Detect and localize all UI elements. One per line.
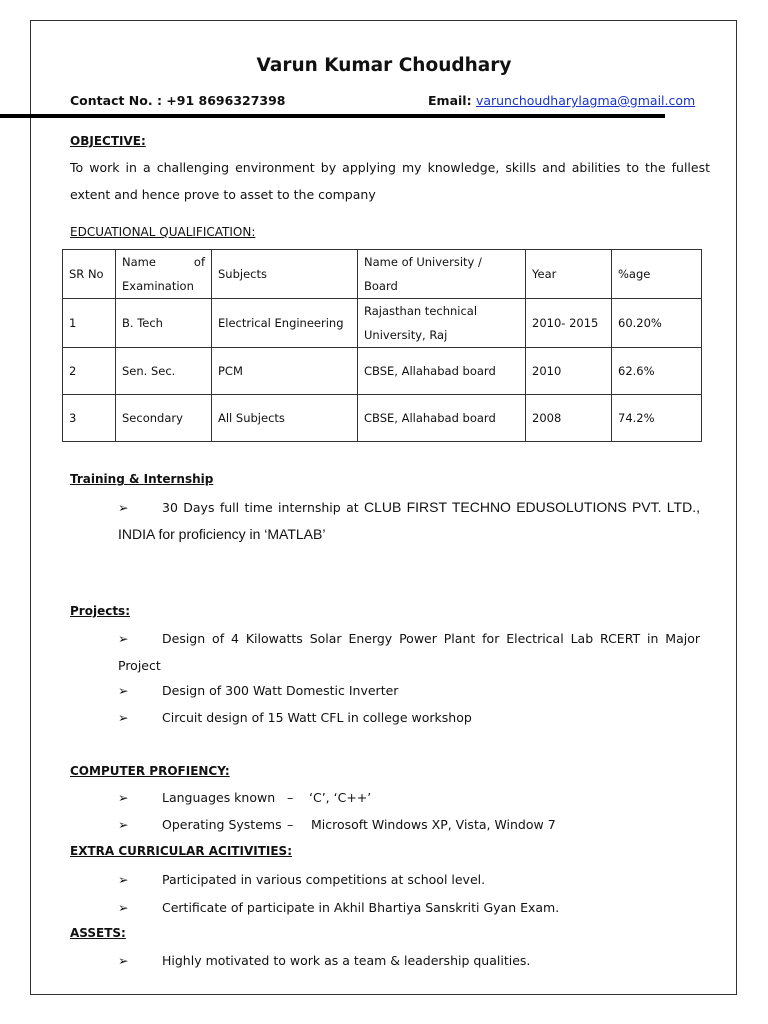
project-item-text: Design of 300 Watt Domestic Inverter xyxy=(162,683,399,698)
table-cell: 1 xyxy=(63,299,116,348)
computer-item-dash: – xyxy=(287,817,294,832)
table-cell: CBSE, Allahabad board xyxy=(358,348,526,395)
table-row xyxy=(63,395,702,442)
header-rule xyxy=(0,114,665,118)
objective-text: To work in a challenging environment by applying my knowledge, skills and abilities to the fullest extent and hence prove to asset to the company xyxy=(70,160,710,202)
bullet-arrow-icon: ➢ xyxy=(118,790,129,805)
table-header-cell: %age xyxy=(612,250,702,299)
bullet-arrow-icon: ➢ xyxy=(118,500,129,515)
email-link[interactable]: varunchoudharylagma@gmail.com xyxy=(475,93,696,108)
table-header-cell: Name of University / Board xyxy=(358,250,526,299)
project-item xyxy=(118,710,472,725)
computer-item xyxy=(118,817,556,832)
training-heading: Training & Internship xyxy=(70,472,214,486)
assets-heading: ASSETS: xyxy=(70,926,126,940)
project-item-text: Circuit design of 15 Watt CFL in college workshop xyxy=(162,710,472,725)
table-cell: 2010 xyxy=(526,348,612,395)
projects-heading: Projects: xyxy=(70,604,130,618)
table-header-cell: Year xyxy=(526,250,612,299)
table-cell: 2010- 2015 xyxy=(526,299,612,348)
computer-item xyxy=(118,790,371,805)
computer-item-value: ‘C’, ‘C++’ xyxy=(309,790,372,805)
candidate-name: Varun Kumar Choudhary xyxy=(256,55,512,76)
extra-item xyxy=(118,900,559,915)
bullet-arrow-icon: ➢ xyxy=(118,817,129,832)
project-item xyxy=(118,683,398,698)
assets-item xyxy=(118,953,530,968)
email-row xyxy=(428,93,695,108)
table-cell: Rajasthan technical University, Raj xyxy=(358,299,526,348)
table-header-row xyxy=(63,250,702,299)
table-row xyxy=(63,299,702,348)
contact-number: Contact No. : +91 8696327398 xyxy=(70,93,286,108)
table-header-cell: SR No xyxy=(63,250,116,299)
table-cell: CBSE, Allahabad board xyxy=(358,395,526,442)
project-item-text: Design of 4 Kilowatts Solar Energy Power Plant for Electrical Lab RCERT in Major Project xyxy=(118,631,700,673)
assets-item-text: Highly motivated to work as a team & leadership qualities. xyxy=(162,953,531,968)
table-cell: 60.20% xyxy=(612,299,702,348)
training-item-company: CLUB FIRST TECHNO EDUSOLUTIONS PVT. LTD., INDIA for proficiency in ‘MATLAB’ xyxy=(118,499,700,542)
computer-heading: COMPUTER PROFIENCY: xyxy=(70,764,230,778)
table-cell: 62.6% xyxy=(612,348,702,395)
training-item xyxy=(118,494,700,548)
bullet-arrow-icon: ➢ xyxy=(118,953,129,968)
computer-item-label: Operating Systems xyxy=(162,817,282,832)
extra-item-text: Participated in various competitions at school level. xyxy=(162,872,486,887)
table-cell: PCM xyxy=(212,348,358,395)
table-header-cell: Name of Examination xyxy=(116,250,212,299)
extra-item-text: Certificate of participate in Akhil Bhartiya Sanskriti Gyan Exam. xyxy=(162,900,560,915)
table-cell: 74.2% xyxy=(612,395,702,442)
objective-heading: OBJECTIVE: xyxy=(70,134,146,148)
training-item-prefix: 30 Days full time internship at xyxy=(162,500,359,515)
table-cell: 2 xyxy=(63,348,116,395)
extra-item xyxy=(118,872,485,887)
extra-heading: EXTRA CURRICULAR ACITIVITIES: xyxy=(70,844,292,858)
bullet-arrow-icon: ➢ xyxy=(118,900,129,915)
table-cell: B. Tech xyxy=(116,299,212,348)
table-cell: 2008 xyxy=(526,395,612,442)
computer-item-dash: – xyxy=(287,790,294,805)
education-heading: EDCUATIONAL QUALIFICATION: xyxy=(70,225,256,239)
table-cell: Secondary xyxy=(116,395,212,442)
table-cell: Electrical Engineering xyxy=(212,299,358,348)
bullet-arrow-icon: ➢ xyxy=(118,631,129,646)
bullet-arrow-icon: ➢ xyxy=(118,683,129,698)
table-cell: 3 xyxy=(63,395,116,442)
table-header-cell: Subjects xyxy=(212,250,358,299)
computer-item-label: Languages known xyxy=(162,790,276,805)
bullet-arrow-icon: ➢ xyxy=(118,710,129,725)
table-cell: Sen. Sec. xyxy=(116,348,212,395)
project-item xyxy=(118,625,700,679)
email-label: Email: xyxy=(428,93,472,108)
table-row xyxy=(63,348,702,395)
education-table xyxy=(62,249,702,442)
table-cell: All Subjects xyxy=(212,395,358,442)
computer-item-value: Microsoft Windows XP, Vista, Window 7 xyxy=(311,817,556,832)
bullet-arrow-icon: ➢ xyxy=(118,872,129,887)
